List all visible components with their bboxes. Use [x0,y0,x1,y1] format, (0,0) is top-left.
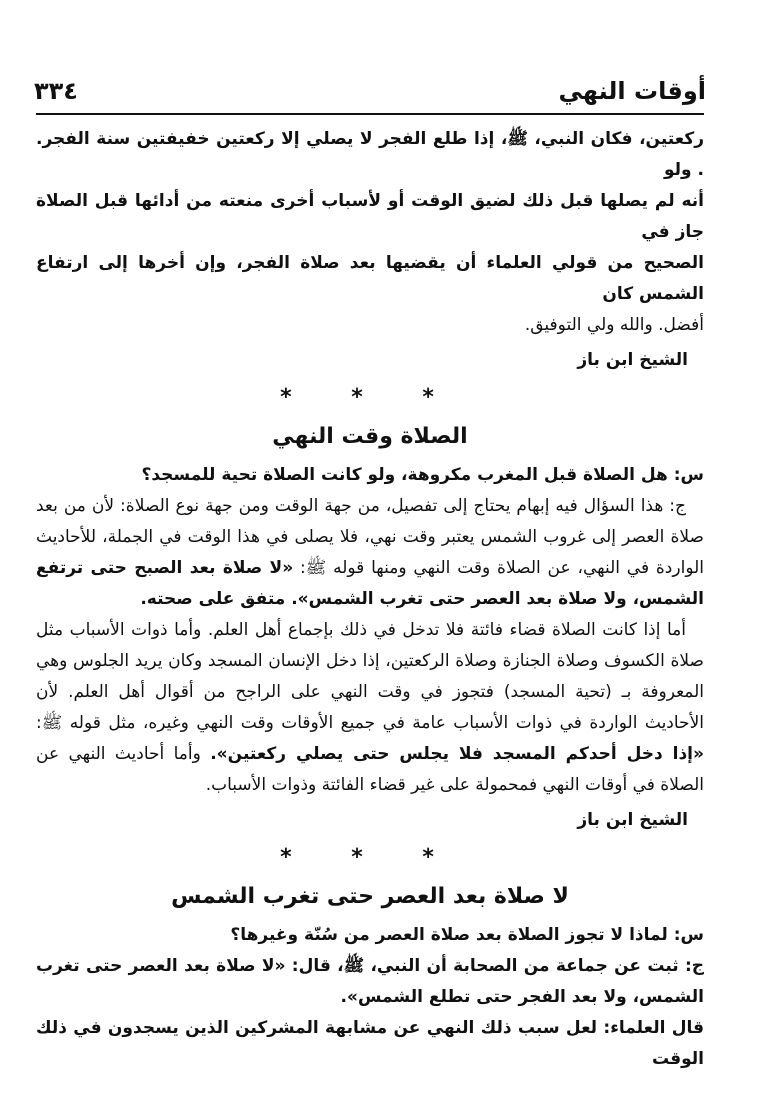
hadith-2: «إذا دخل أحدكم المسجد فلا يجلس حتى يصلي ركعتين». [210,744,704,764]
intro-line-2: أنه لم يصلها قبل ذلك لضيق الوقت أو لأسباب أخرى منعته من أدائها قبل الصلاة جاز في [36,191,704,242]
scholars-text: لعل سبب ذلك النهي عن مشابهة المشركين الذين يسجدون في ذلك الوقت [36,1018,704,1069]
intro-line-3: الصحيح من قولي العلماء أن يقضيها بعد صلاة الفجر، وإن أخرها إلى ارتفاع الشمس كان [36,253,704,304]
running-title: أوقات النهي [558,77,706,105]
intro-line-4: أفضل. والله ولي التوفيق. [524,315,704,335]
hadith-1: «لا صلاة بعد الصبح حتى ترتفع الشمس، ولا صلاة بعد العصر حتى تغرب الشمس». متفق على صحته. [36,558,704,609]
answer-1-paragraph-2 [36,615,704,801]
separator-1: * * * [280,385,460,410]
answer-2-paragraph [36,951,704,1013]
page-content [36,124,704,1075]
answer-1-text-2-end: وأما أحاديث النهي عن الصلاة في أوقات النهي فمحمولة على غير قضاء الفائتة وذوات الأسباب. [36,744,704,795]
answer-2-text: ج: ثبت عن جماعة من الصحابة أن النبي، ﷺ، قال: [291,956,705,976]
section-title-1: الصلاة وقت النهي [272,424,468,449]
section-1-author: الشيخ ابن باز [577,810,688,830]
intro-author: الشيخ ابن باز [577,350,688,370]
answer-1-text-2: أما إذا كانت الصلاة قضاء فائتة فلا تدخل في ذلك بإجماع أهل العلم. وأما ذوات الأسباب مثل صلاة الكسوف وصلاة الجنازة وصلاة الركعتين، إذا دخل الإنسان المسجد وكان يريد الجلوس وهي المعروفة بـ (تحية المسجد) فتجوز في وقت النهي على الراجح من أقوال أهل العلم. لأن الأحاديث الواردة في ذوات الأسباب عامة في جميع الأوقات وقت النهي وغيره، مثل قوله ﷺ: [36,620,704,733]
answer-1-paragraph [36,491,704,615]
question-2: س: لماذا لا تجوز الصلاة بعد صلاة العصر من سُنّة وغيرها؟ [230,925,704,945]
header-rule [36,113,704,115]
hadith-3: «لا صلاة بعد العصر حتى تغرب الشمس، ولا بعد الفجر حتى تطلع الشمس». [36,956,704,1007]
scholars-paragraph [36,1013,704,1075]
question-1: س: هل الصلاة قبل المغرب مكروهة، ولو كانت الصلاة تحية للمسجد؟ [141,465,704,485]
scholars-lead: قال العلماء: [603,1018,705,1038]
page-number: ٣٣٤ [34,77,78,105]
answer-1-text: ج: هذا السؤال فيه إبهام يحتاج إلى تفصيل، من جهة الوقت ومن جهة نوع الصلاة: لأن من بعد صلاة العصر إلى غروب الشمس يعتبر وقت نهي، فلا يصلى في هذا الوقت في الجملة، للأحاديث الواردة في النهي، عن الصلاة وقت النهي ومنها قوله ﷺ: [36,496,704,578]
separator-2: * * * [280,845,460,870]
section-title-2: لا صلاة بعد العصر حتى تغرب الشمس [171,884,569,909]
page-header [34,74,706,108]
intro-line-1: ركعتين، فكان النبي، ﷺ، إذا طلع الفجر لا يصلي إلا ركعتين خفيفتين سنة الفجر. . ولو [36,129,704,180]
